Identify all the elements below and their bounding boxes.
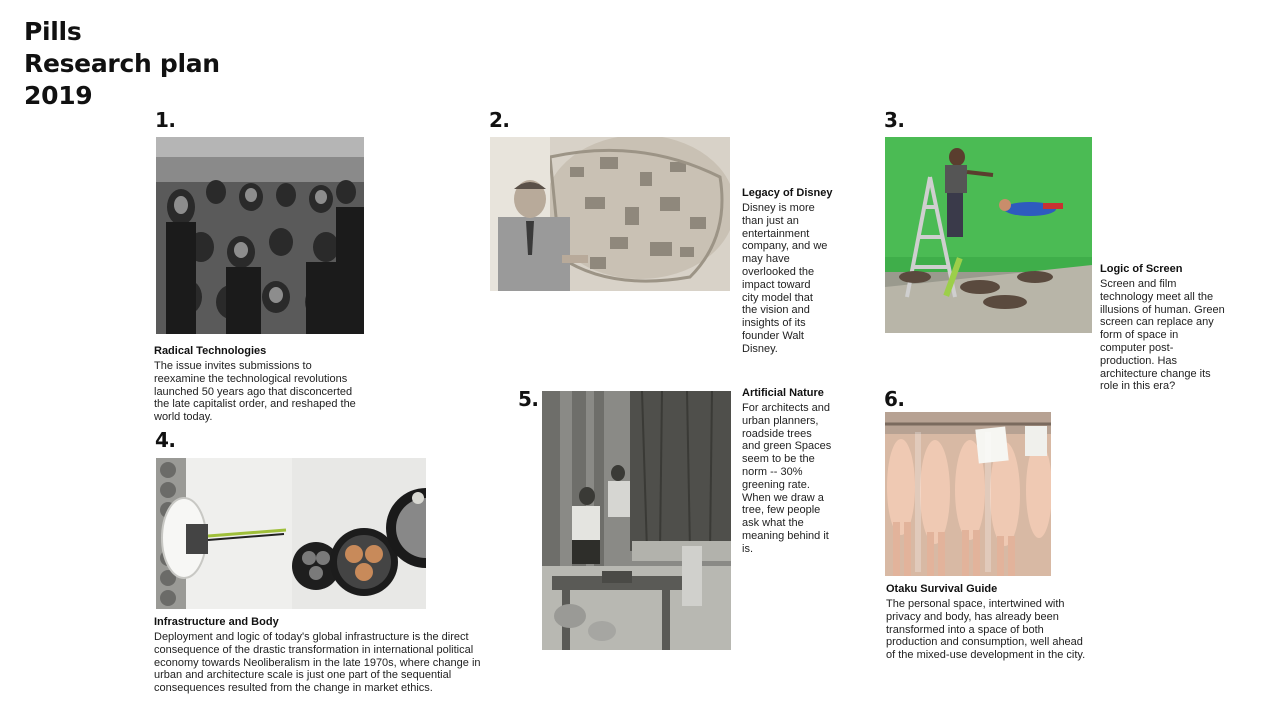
section-3-number: 3. [884,108,905,132]
title-line-1: Pills [24,17,82,46]
section-3-heading: Logic of Screen [1100,263,1183,275]
section-4-photo-cables [156,458,426,609]
page-title [24,16,220,112]
section-4-heading: Infrastructure and Body [154,616,279,628]
section-2-photo-disney-model [490,137,730,291]
section-5-photo-tree [542,391,731,650]
section-4-body: Deployment and logic of today's global infrastructure is the direct consequence of the drastic transformation in international political economy towards Neoliberalism in the late 1970s, where change in urban and architecture scale is just one part of the sequential consequences resulted from the change in market ethics. [154,631,481,695]
section-5-number: 5. [518,387,539,411]
section-4-number: 4. [155,428,176,452]
section-1-heading: Radical Technologies [154,345,267,357]
section-1-body: The issue invites submissions to reexamine the technological revolutions launched 50 years ago that disconcerted the late capitalist order, and reshaped the world today. [154,360,356,424]
section-1-photo-crowd [156,137,364,334]
section-5-heading: Artificial Nature [742,387,824,399]
section-2-heading: Legacy of Disney [742,187,833,199]
title-line-3: 2019 [24,81,93,110]
title-line-2: Research plan [24,49,220,78]
section-3-photo-green-screen [885,137,1092,333]
section-6-heading: Otaku Survival Guide [886,583,998,595]
section-6-number: 6. [884,387,905,411]
section-3-body: Screen and film technology meet all the illusions of human. Green screen can replace any form of space in computer post-production. Has architecture change its role in this era? [1100,278,1225,393]
section-1-number: 1. [155,108,176,132]
section-6-photo-mannequins [885,412,1051,576]
section-5-body: For architects and urban planners, roadside trees and green Spaces seem to be the norm -- 30% greening rate. When we draw a tree, few people ask what the meaning behind it is. [742,402,832,555]
section-2-number: 2. [489,108,510,132]
section-2-body: Disney is more than just an entertainment company, and we may have overlooked the impact toward city model that the vision and insights of its founder Walt Disney. [742,202,828,355]
section-6-body: The personal space, intertwined with privacy and body, has already been transformed into a space of both production and consumption, well ahead of the mixed-use development in the city. [886,598,1086,662]
